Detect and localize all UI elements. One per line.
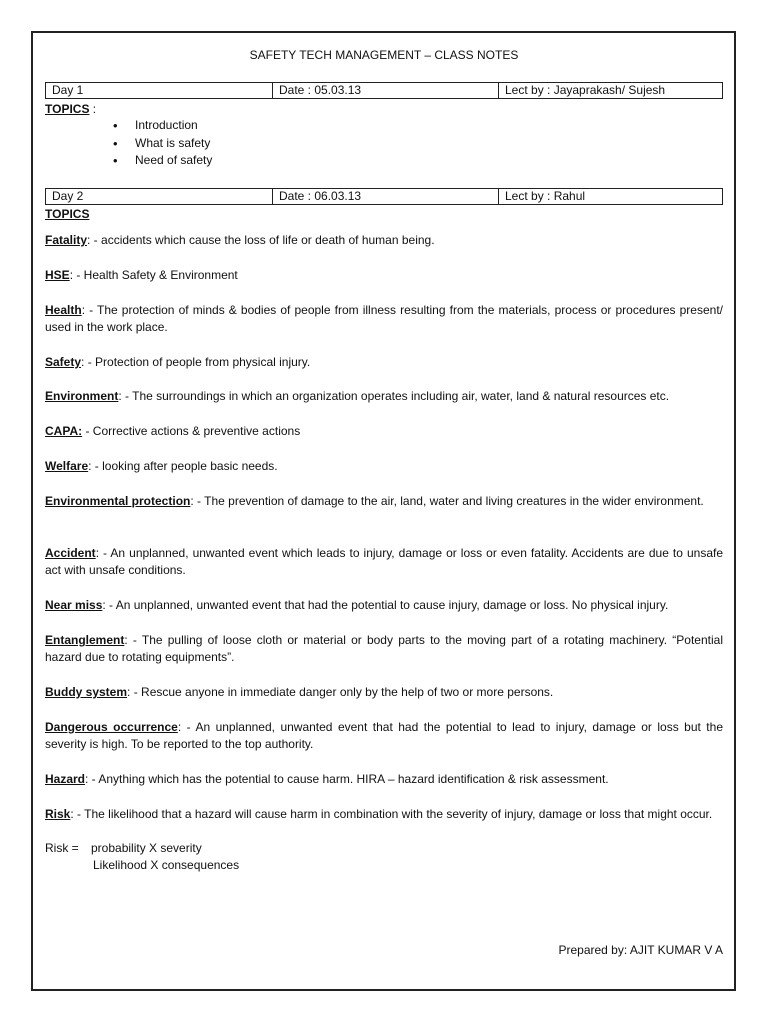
- definition-text: : - The likelihood that a hazard will cause harm in combination with the severity of injury, damage or loss that might occur.: [70, 807, 713, 821]
- day1-date: Date : 05.03.13: [273, 83, 499, 99]
- risk-formula-line1: [45, 840, 202, 857]
- definition-dangerous-occurrence: [45, 719, 723, 753]
- definition-text: : - Protection of people from physical injury.: [81, 355, 311, 369]
- risk-formula-label: Risk =: [45, 841, 79, 855]
- definition-environmental-protection: [45, 493, 723, 510]
- definition-hazard: [45, 771, 723, 788]
- definition-term: Welfare: [45, 459, 89, 473]
- definition-term: Dangerous occurrence: [45, 720, 178, 734]
- definition-text: : - An unplanned, unwanted event that had the potential to cause injury, damage or loss. No physical injury.: [102, 598, 669, 612]
- definition-term: Environment: [45, 389, 119, 403]
- definition-text: : - looking after people basic needs.: [88, 459, 278, 473]
- list-item: • Introduction: [107, 117, 212, 135]
- risk-formula-value1: probability X severity: [91, 841, 202, 855]
- definition-term: Risk: [45, 807, 71, 821]
- definition-term: Environmental protection: [45, 494, 191, 508]
- day1-topics-list: [107, 117, 212, 170]
- definition-term: Health: [45, 303, 82, 317]
- definition-term: HSE: [45, 268, 70, 282]
- definition-term: Entanglement: [45, 633, 125, 647]
- day2-topics-heading: [45, 207, 89, 221]
- definition-term: Fatality: [45, 233, 88, 247]
- day1-day: Day 1: [46, 83, 273, 99]
- day1-topics-suffix: :: [89, 102, 97, 116]
- definition-buddy-system: [45, 684, 723, 701]
- definition-text: : - The surroundings in which an organization operates including air, water, land & natural resources etc.: [118, 389, 670, 403]
- definition-health: [45, 302, 723, 336]
- definition-text: : - accidents which cause the loss of life or death of human being.: [87, 233, 435, 247]
- definition-entanglement: [45, 632, 723, 666]
- definition-term: CAPA:: [45, 424, 83, 438]
- document-title: SAFETY TECH MANAGEMENT – CLASS NOTES: [249, 48, 519, 62]
- definition-risk: [45, 806, 723, 823]
- definition-text: - Corrective actions & preventive actions: [82, 424, 301, 438]
- definition-fatality: [45, 232, 723, 249]
- definition-text: : - The prevention of damage to the air, land, water and living creatures in the wider environment.: [190, 494, 704, 508]
- definition-hse: [45, 267, 723, 284]
- definition-near-miss: [45, 597, 723, 614]
- definition-safety: [45, 354, 723, 371]
- definition-text: : - An unplanned, unwanted event that had the potential to lead to injury, damage or loss but the severity is high. To be reported to the top authority.: [45, 720, 723, 751]
- day1-header-table: [45, 82, 723, 99]
- list-item: • Need of safety: [107, 152, 212, 170]
- definition-capa: [45, 423, 723, 440]
- definition-term: Accident: [45, 546, 96, 560]
- definition-accident: [45, 545, 723, 579]
- definition-term: Hazard: [45, 772, 86, 786]
- definition-term: Near miss: [45, 598, 103, 612]
- day1-topics-heading: [45, 102, 96, 116]
- definition-text: : - An unplanned, unwanted event which leads to injury, damage or loss or even fatality. Accidents are due to unsafe act with unsafe conditions.: [45, 546, 723, 577]
- risk-formula-line2: Likelihood X consequences: [93, 858, 240, 872]
- definition-text: : - The pulling of loose cloth or material or body parts to the moving part of a rotating machinery. “Potential hazard due to rotating equipments”.: [45, 633, 723, 664]
- definition-term: Buddy system: [45, 685, 128, 699]
- prepared-by: Prepared by: AJIT KUMAR V A: [558, 943, 723, 957]
- definition-text: : - Rescue anyone in immediate danger only by the help of two or more persons.: [127, 685, 554, 699]
- day2-date: Date : 06.03.13: [273, 189, 499, 205]
- definition-environment: [45, 388, 723, 405]
- day2-topics-label: TOPICS: [45, 207, 90, 221]
- day1-topics-label: TOPICS: [45, 102, 90, 116]
- definition-term: Safety: [45, 355, 82, 369]
- definition-welfare: [45, 458, 723, 475]
- definition-text: : - Health Safety & Environment: [69, 268, 238, 282]
- day2-lecturer: Lect by : Rahul: [499, 189, 723, 205]
- list-item: • What is safety: [107, 135, 212, 153]
- day2-day: Day 2: [46, 189, 273, 205]
- day2-header-table: [45, 188, 723, 205]
- definition-text: : - The protection of minds & bodies of people from illness resulting from the materials, process or procedures present/ used in the work place.: [45, 303, 723, 334]
- definition-text: : - Anything which has the potential to cause harm. HIRA – hazard identification & risk assessment.: [85, 772, 609, 786]
- day1-lecturer: Lect by : Jayaprakash/ Sujesh: [499, 83, 723, 99]
